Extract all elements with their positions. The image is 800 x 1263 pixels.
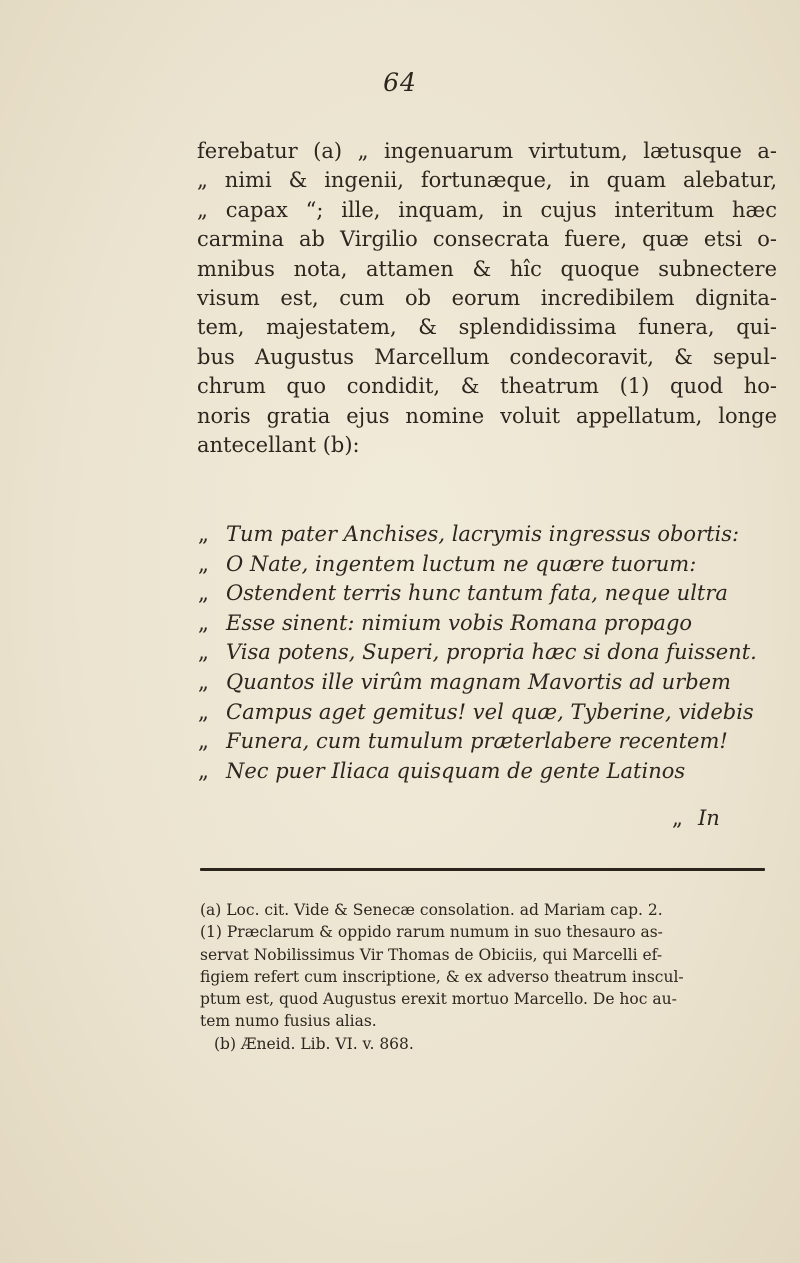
main-text xyxy=(197,137,777,460)
catchword-text: In xyxy=(698,806,720,830)
verse-line xyxy=(198,698,768,728)
quote-mark: „ xyxy=(198,758,209,783)
verse-line xyxy=(198,727,768,757)
text-line: visum est, cum ob eorum incredibilem dignita- xyxy=(197,286,777,311)
quote-mark: „ xyxy=(198,551,209,576)
verse-line xyxy=(198,609,768,639)
footnote-line: tem numo fusius alias. xyxy=(200,1012,377,1031)
text-line: ferebatur (a) „ ingenuarum virtutum, lætusque a- xyxy=(197,139,777,163)
footnote-line: servat Nobilissimus Vir Thomas de Obiciis, qui Marcelli ef- xyxy=(200,945,663,964)
verse-line xyxy=(198,550,768,580)
quote-mark: „ xyxy=(198,729,209,754)
verse-text: Visa potens, Superi, propria hæc si dona fuissent. xyxy=(226,640,757,665)
verse-text: Ostendent terris hunc tantum fata, neque ultra xyxy=(226,581,728,606)
quote-mark: „ xyxy=(198,522,209,546)
text-line: carmina ab Virgilio consecrata fuere, quæ etsi o- xyxy=(197,227,777,252)
footnote-line: ptum est, quod Augustus erexit mortuo Marcello. De hoc au- xyxy=(200,990,677,1009)
quote-mark: „ xyxy=(198,699,209,724)
footnote-line: (b) Æneid. Lib. VI. v. 868. xyxy=(214,1034,414,1053)
verse-line xyxy=(198,757,768,787)
quote-mark: „ xyxy=(672,806,683,830)
catchword xyxy=(672,806,720,830)
quote-mark: „ xyxy=(198,581,209,606)
footnote-divider xyxy=(200,868,765,871)
quote-mark: „ xyxy=(198,669,209,694)
verse-text: Nec puer Iliaca quisquam de gente Latinos xyxy=(226,758,686,783)
verse-text: Quantos ille virûm magnam Mavortis ad urbem xyxy=(226,669,731,694)
text-line: noris gratia ejus nomine voluit appellatum, longe xyxy=(197,403,777,428)
quote-mark: „ xyxy=(198,610,209,635)
verse-text: Campus aget gemitus! vel quæ, Tyberine, videbis xyxy=(226,699,754,724)
verse-line xyxy=(198,638,768,668)
verse-line xyxy=(198,668,768,698)
text-line: bus Augustus Marcellum condecoravit, & sepul- xyxy=(197,344,777,369)
verse-line xyxy=(198,520,768,550)
text-line: „ nimi & ingenii, fortunæque, in quam alebatur, xyxy=(197,168,777,193)
verse-quotation xyxy=(198,520,768,786)
verse-line xyxy=(198,579,768,609)
text-line: tem, majestatem, & splendidissima funera, qui- xyxy=(197,315,777,340)
verse-text: Funera, cum tumulum præterlabere recentem! xyxy=(226,729,728,754)
footnotes xyxy=(200,899,765,1055)
verse-text: Esse sinent: nimium vobis Romana propago xyxy=(226,610,693,635)
footnote-line: figiem refert cum inscriptione, & ex adverso theatrum inscul- xyxy=(200,967,684,986)
verse-text: Tum pater Anchises, lacrymis ingressus obortis: xyxy=(226,522,740,546)
quote-mark: „ xyxy=(198,640,209,665)
text-line: mnibus nota, attamen & hîc quoque subnectere xyxy=(197,256,777,281)
verse-text: O Nate, ingentem luctum ne quære tuorum: xyxy=(226,551,697,576)
page-number: 64 xyxy=(383,68,417,97)
footnote-line: (a) Loc. cit. Vide & Senecæ consolation. ad Mariam cap. 2. xyxy=(200,901,663,919)
text-line: antecellant (b): xyxy=(197,433,360,458)
text-line: chrum quo condidit, & theatrum (1) quod ho- xyxy=(197,374,777,399)
footnote-line: (1) Præclarum & oppido rarum numum in suo thesauro as- xyxy=(200,923,663,942)
text-line: „ capax “; ille, inquam, in cujus interitum hæc xyxy=(197,197,777,222)
